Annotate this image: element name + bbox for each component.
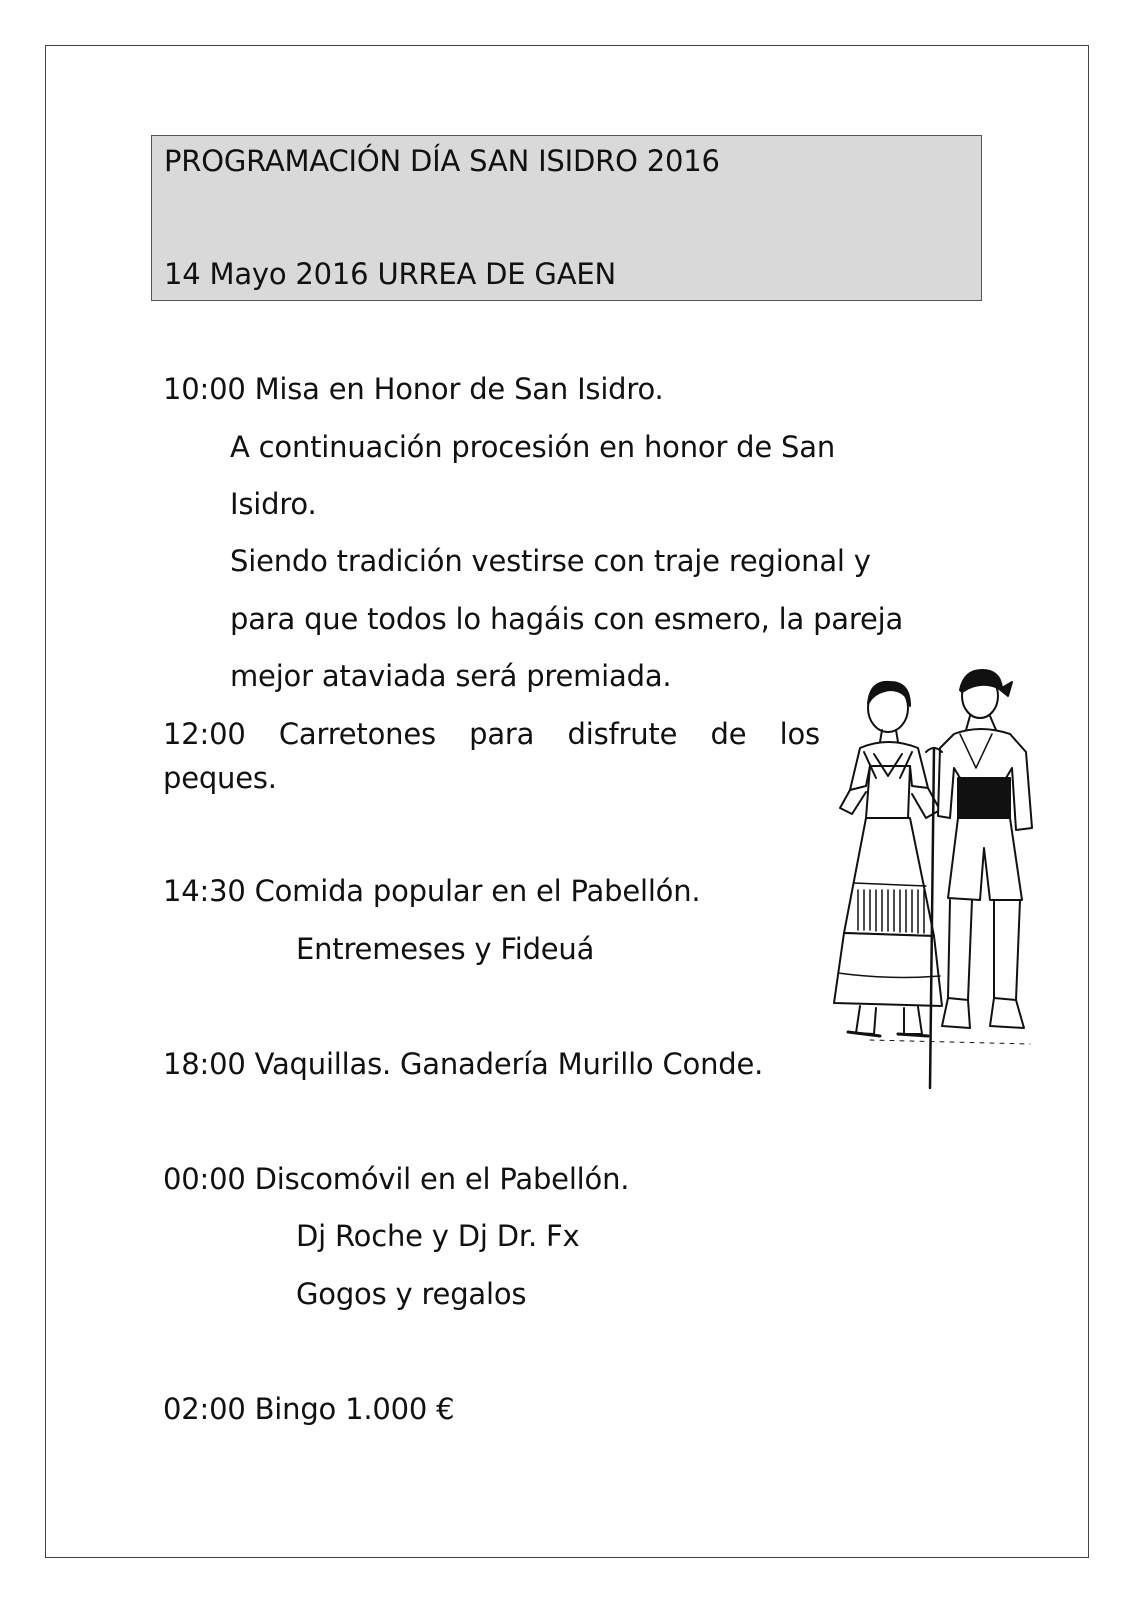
event-misa-detail: A continuación procesión en honor de San	[230, 430, 836, 464]
event-carretones	[163, 716, 820, 752]
event-misa: 10:00 Misa en Honor de San Isidro.	[163, 372, 664, 406]
document-date-place: 14 Mayo 2016 URREA DE GAEN	[164, 257, 616, 291]
event-misa-detail: Siendo tradición vestirse con traje regional y	[230, 544, 871, 578]
event-discomovil-detail: Dj Roche y Dj Dr. Fx	[296, 1219, 580, 1253]
event-carretones-word: Carretones	[278, 717, 436, 751]
event-misa-detail: Isidro.	[230, 487, 317, 521]
event-comida-detail: Entremeses y Fideuá	[296, 932, 595, 966]
event-carretones-word: de	[710, 717, 747, 751]
document-title: PROGRAMACIÓN DÍA SAN ISIDRO 2016	[164, 144, 720, 178]
event-carretones-word: para	[469, 717, 535, 751]
event-carretones-continuation: peques.	[163, 761, 277, 795]
event-carretones-word: 12:00	[163, 717, 246, 751]
event-bingo: 02:00 Bingo 1.000 €	[163, 1392, 455, 1426]
woman-figure	[834, 682, 942, 1036]
event-discomovil: 00:00 Discomóvil en el Pabellón.	[163, 1162, 630, 1196]
event-carretones-word: los	[779, 717, 820, 751]
couple-illustration	[830, 668, 1060, 1108]
event-misa-detail: para que todos lo hagáis con esmero, la pareja	[230, 602, 904, 636]
event-discomovil-detail: Gogos y regalos	[296, 1277, 527, 1311]
event-vaquillas: 18:00 Vaquillas. Ganadería Murillo Conde.	[163, 1047, 764, 1081]
header-box	[151, 135, 982, 301]
event-comida: 14:30 Comida popular en el Pabellón.	[163, 874, 701, 908]
event-misa-detail: mejor ataviada será premiada.	[230, 659, 672, 693]
event-carretones-word: disfrute	[567, 717, 678, 751]
